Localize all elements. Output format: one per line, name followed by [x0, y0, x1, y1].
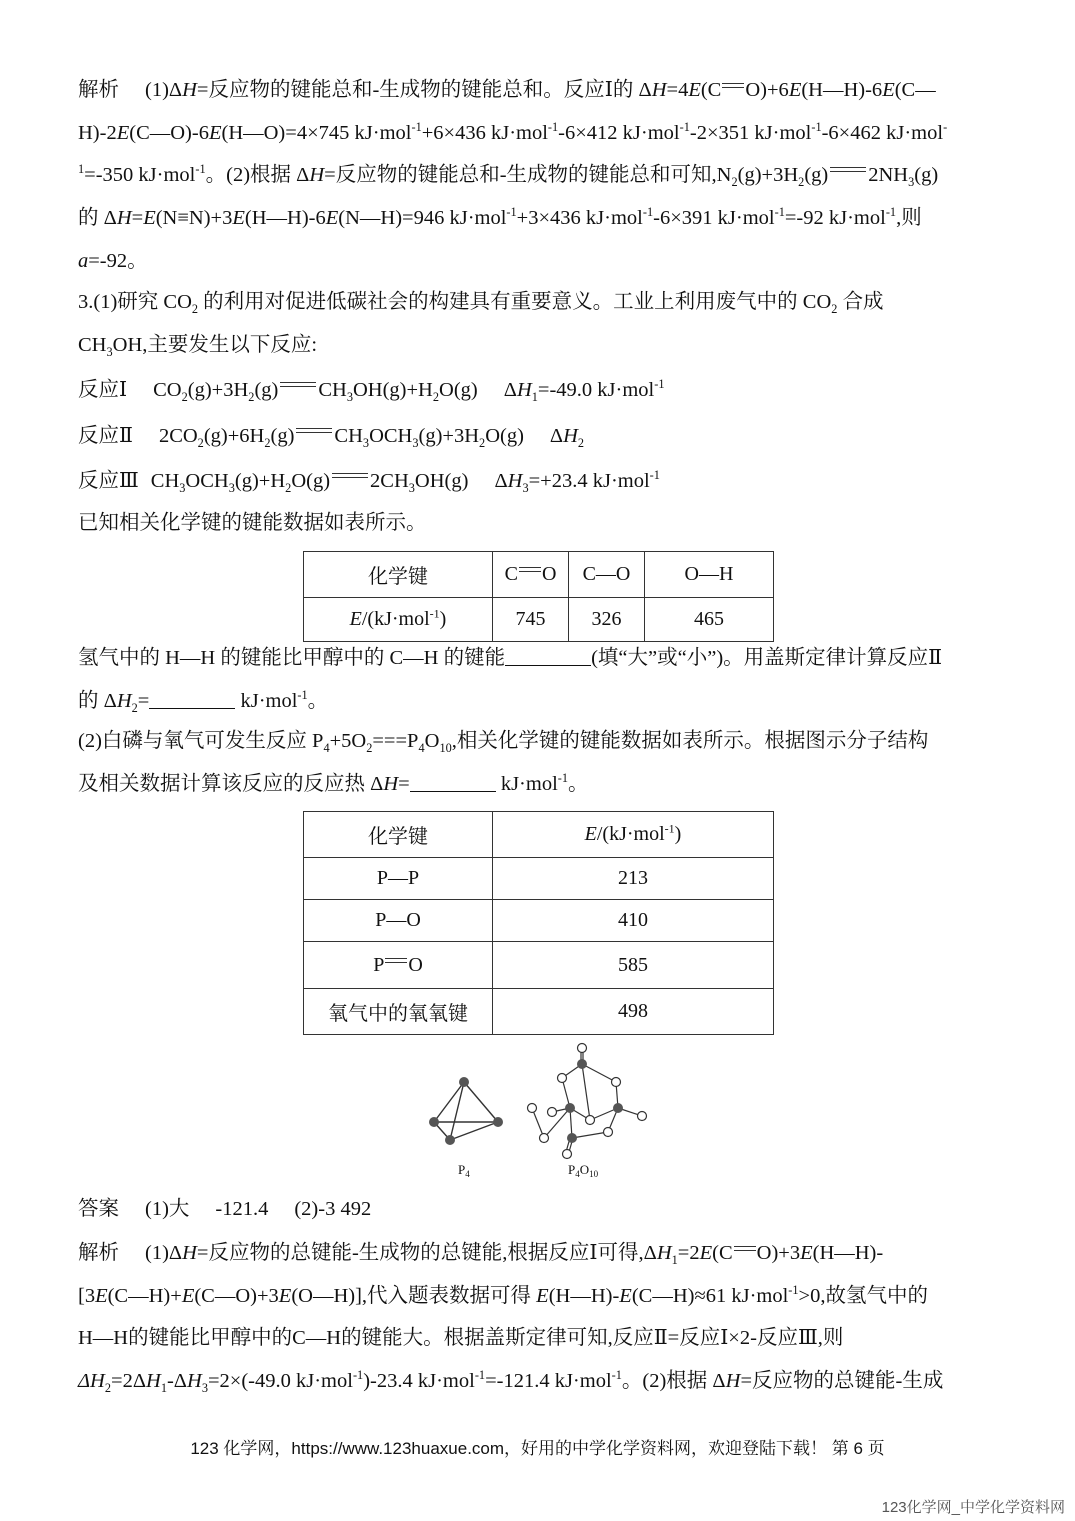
table1-value: 745 — [493, 598, 569, 642]
text-line-3: $^1$=-350 kJ·mol$^{-1}$。(2)根据 ΔH=反应物的键能总和-生成物的键能总和可知$,N_2(g)+3H_2(g)$ $2NH_3(g)$ — [78, 162, 939, 190]
p4o10-label: $P_4O_{10}$ — [568, 1162, 599, 1179]
explanation-line-1: 解析 (1)ΔH=反应物的总键能-生成物的总键能,根据反应Ⅰ可得$,\Delta H_1=2E(C$ O)+3E(H—H)- — [78, 1242, 884, 1268]
bond-energy-table-2 — [303, 811, 774, 1035]
p4-label: $P_4$ — [458, 1162, 470, 1179]
table2-bond: P—P — [304, 858, 493, 900]
explanation-line-3: H—H的键能比甲醇中的C—H的键能大。根据盖斯定律可知,反应Ⅱ=反应Ⅰ×2-反应Ⅲ,则 — [78, 1327, 844, 1349]
table1-header-o-h: O—H — [645, 552, 774, 598]
reaction-3: 反应Ⅲ $CH_3OCH_3(g)+H_2O(g)$ $2CH_3OH(g)$ $\Delta H_3=+23.4$ kJ·mol$^{-1}$ — [78, 468, 660, 496]
question-3-line-2: $CH_3OH$,主要发生以下反应: — [78, 334, 318, 360]
table1-header-bond: 化学键 — [304, 552, 493, 598]
table1-intro: 已知相关化学键的键能数据如表所示。 — [78, 512, 427, 534]
reaction-2: 反应Ⅱ $2CO_2(g)+6H_2(g)$ $CH_3OCH_3(g)+3H_2O(g)$ $\Delta H_2$ — [78, 425, 585, 451]
page-footer: 123 化学网，https://www.123huaxue.com，好用的中学化学资料网，欢迎登陆下载！ 第 6 页 — [190, 1439, 885, 1458]
text-line-1: 解析 (1)ΔH=反应物的键能总和-生成物的键能总和。反应Ⅰ的 ΔH=4E(C O)+6E(H—H)-6E(C— — [78, 79, 936, 101]
reaction-1: 反应Ⅰ $CO_2(g)+3H_2(g)$ $CH_3OH(g)+H_2O(g)$ $\Delta H_1=-49.0$ kJ·mol$^{-1}$ — [78, 377, 665, 405]
table2-bond: P—O — [304, 900, 493, 942]
table2-bond: 氧气中的氧氧键 — [304, 989, 493, 1035]
table2-header-energy: E/(kJ·mol$^{-1}$) — [493, 812, 774, 858]
question-3-part2-line-2: 及相关数据计算该反应的反应热 ΔH= kJ·mol$^{-1}$。 — [78, 771, 589, 795]
text-line-5: a=-92。 — [78, 250, 148, 272]
question-3-blank-line-1: 氢气中的 H—H 的键能比甲醇中的 C—H 的键能 (填“大”或“小”)。用盖斯定律计算反应Ⅱ — [78, 647, 943, 669]
table2-value: 585 — [493, 942, 774, 989]
text-line-4: 的 ΔH=E(N≡N)+3E(H—H)-6E(N—H)=946 kJ·mol$^{-1}$+3×436 kJ·mol$^{-1}$-6×391 kJ·mol$^{-1}$=-92 kJ·mol$^{-1}$,则 — [78, 205, 922, 229]
molecular-structure-figure — [420, 1040, 660, 1185]
table1-header-c-double-o: C O — [493, 552, 569, 598]
question-3-part2-line-1: (2)白磷与氧气可发生反应 $P_4+5O_2===P_4O_{10}$,相关化学键的键能数据如表所示。根据图示分子结构 — [78, 730, 929, 756]
explanation-line-4: $\Delta H_2=2\Delta H_1-\Delta H_3=2\times(-49.0$ kJ·mol$^{-1}$)-23.4 kJ·mol$^{-1}$=-121.4 kJ·mol$^{-1}$。(2)根据 ΔH=反应物的总键能-生成 — [78, 1368, 944, 1396]
p4-molecule — [434, 1082, 498, 1140]
table2-value: 498 — [493, 989, 774, 1035]
question-3-blank-line-2: 的 $\Delta H_2= kJ\cdot mol^{-1}$。 — [78, 688, 329, 716]
text-line-2: H)-2E(C—O)-6E(H—O)=4×745 kJ·mol$^{-1}$+6×436 kJ·mol$^{-1}$-6×412 kJ·mol$^{-1}$-2×351 kJ·mol$^{-1}$-6×462 kJ·mol- — [78, 120, 948, 144]
explanation-line-2: [3E(C—H)+E(C—O)+3E(O—H)],代入题表数据可得 E(H—H)-E(C—H)≈61 kJ·mol$^{-1}$>0,故氢气中的 — [78, 1283, 928, 1307]
watermark: 123化学网_中学化学资料网 — [881, 1499, 1065, 1516]
bond-energy-table-1 — [303, 551, 774, 642]
table1-header-c-o: C—O — [569, 552, 645, 598]
table1-value: 465 — [645, 598, 774, 642]
table2-header-bond: 化学键 — [304, 812, 493, 858]
table2-value: 213 — [493, 858, 774, 900]
table2-bond-p-double-o: P O — [304, 942, 493, 989]
table1-value: 326 — [569, 598, 645, 642]
table1-row-label: E/(kJ·mol$^{-1}$) — [304, 598, 493, 642]
table2-value: 410 — [493, 900, 774, 942]
answer-line: 答案 (1)大 -121.4 (2)-3 492 — [78, 1198, 372, 1220]
question-3-line-1: 3.(1)研究 $CO_2$ 的利用对促进低碳社会的构建具有重要意义。工业上利用废气中的 $CO_2$ 合成 — [78, 291, 884, 317]
